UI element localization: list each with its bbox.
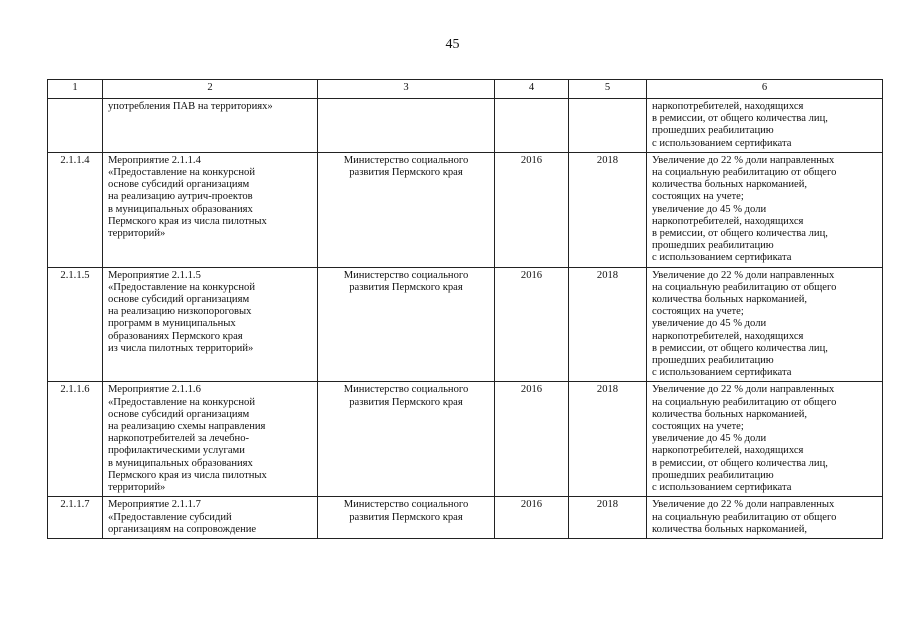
result-line: в ремиссии, от общего количества лиц, <box>652 457 828 469</box>
result-line: наркопотребителей, находящихся <box>652 215 804 227</box>
start-year-cell: 2016 <box>495 267 569 382</box>
column-header: 1 <box>48 80 103 99</box>
measure-line: территорий» <box>108 482 166 494</box>
responsible-line: Министерство социального <box>343 499 469 511</box>
number-cell: 2.1.1.7 <box>48 497 103 539</box>
measure-line: наркопотребителей за лечебно- <box>108 433 250 445</box>
responsible-line: развития Пермского края <box>349 511 463 523</box>
number-cell: 2.1.1.6 <box>48 382 103 497</box>
result-line: наркопотребителей, находящихся <box>652 101 804 112</box>
measure-line: «Предоставление на конкурсной <box>108 281 255 293</box>
result-line: с использованием сертификата <box>652 482 792 494</box>
end-year-cell: 2018 <box>569 152 647 267</box>
result-line: прошедших реабилитацию <box>652 240 774 252</box>
measure-line: на реализацию аутрич-проектов <box>108 191 253 203</box>
table-row <box>48 382 883 497</box>
column-header: 2 <box>103 80 318 99</box>
result-line: количества больных наркоманией, <box>652 179 808 191</box>
measure-line: основе субсидий организациям <box>108 294 250 306</box>
start-year-cell <box>495 99 569 153</box>
measure-cell <box>103 267 318 382</box>
column-header: 3 <box>318 80 495 99</box>
responsible-line: Министерство социального <box>343 154 469 166</box>
result-line: в ремиссии, от общего количества лиц, <box>652 113 828 125</box>
column-header: 5 <box>569 80 647 99</box>
result-line: состоящих на учете; <box>652 421 744 433</box>
result-line: наркопотребителей, находящихся <box>652 445 804 457</box>
measure-line: на реализацию схемы направления <box>108 421 266 433</box>
result-line: количества больных наркоманией, <box>652 523 808 535</box>
start-year-cell: 2016 <box>495 497 569 539</box>
table-row <box>48 152 883 267</box>
responsible-line: развития Пермского края <box>349 167 463 179</box>
table-row <box>48 497 883 539</box>
result-line: в ремиссии, от общего количества лиц, <box>652 342 828 354</box>
responsible-line: развития Пермского края <box>349 281 463 293</box>
result-line: прошедших реабилитацию <box>652 355 774 367</box>
end-year-cell: 2018 <box>569 497 647 539</box>
measure-line: Мероприятие 2.1.1.4 <box>108 154 201 166</box>
measure-cell <box>103 497 318 539</box>
result-line: на социальную реабилитацию от общего <box>652 281 837 293</box>
result-line: на социальную реабилитацию от общего <box>652 396 837 408</box>
measure-line: профилактическими услугами <box>108 445 245 457</box>
result-line: количества больных наркоманией, <box>652 408 808 420</box>
page-number: 45 <box>445 37 460 52</box>
result-line: в ремиссии, от общего количества лиц, <box>652 228 828 240</box>
end-year-cell <box>569 99 647 153</box>
responsible-cell <box>318 382 495 497</box>
responsible-cell <box>318 267 495 382</box>
header-row <box>48 80 883 99</box>
measure-cell <box>103 382 318 497</box>
result-cell <box>647 497 883 539</box>
responsible-line: развития Пермского края <box>349 396 463 408</box>
number-cell: 2.1.1.5 <box>48 267 103 382</box>
measure-line: образованиях Пермского края <box>108 330 243 342</box>
result-line: состоящих на учете; <box>652 191 744 203</box>
result-line: прошедших реабилитацию <box>652 125 774 137</box>
result-line: наркопотребителей, находящихся <box>652 330 804 342</box>
result-line: Увеличение до 22 % доли направленных <box>652 384 835 396</box>
result-cell <box>647 267 883 382</box>
end-year-cell: 2018 <box>569 382 647 497</box>
measure-line: организациям на сопровождение <box>108 523 257 535</box>
responsible-cell <box>318 152 495 267</box>
measures-table <box>47 79 883 539</box>
result-line: Увеличение до 22 % доли направленных <box>652 499 835 511</box>
measure-line: программ в муниципальных <box>108 318 236 330</box>
result-line: Увеличение до 22 % доли направленных <box>652 269 835 281</box>
measure-line: в муниципальных образованиях <box>108 203 253 215</box>
measure-line: Мероприятие 2.1.1.6 <box>108 384 201 396</box>
result-cell <box>647 152 883 267</box>
measure-line: Пермского края из числа пилотных <box>108 469 267 481</box>
responsible-line: Министерство социального <box>343 384 469 396</box>
result-cell <box>647 99 883 153</box>
measure-line: употребления ПАВ на территориях» <box>108 101 273 112</box>
end-year-cell: 2018 <box>569 267 647 382</box>
measure-line: основе субсидий организациям <box>108 179 250 191</box>
table-row <box>48 267 883 382</box>
measure-line: на реализацию низкопороговых <box>108 306 252 318</box>
responsible-cell <box>318 497 495 539</box>
continuation-row <box>48 99 883 153</box>
measure-cell <box>103 99 318 153</box>
responsible-cell <box>318 99 495 153</box>
result-line: количества больных наркоманией, <box>652 294 808 306</box>
measure-line: Мероприятие 2.1.1.5 <box>108 269 201 281</box>
responsible-line: Министерство социального <box>343 269 469 281</box>
start-year-cell: 2016 <box>495 382 569 497</box>
result-line: увеличение до 45 % доли <box>652 203 767 215</box>
result-line: Увеличение до 22 % доли направленных <box>652 154 835 166</box>
number-cell <box>48 99 103 153</box>
result-cell <box>647 382 883 497</box>
measure-line: «Предоставление субсидий <box>108 511 232 523</box>
result-line: увеличение до 45 % доли <box>652 318 767 330</box>
column-header: 4 <box>495 80 569 99</box>
result-line: на социальную реабилитацию от общего <box>652 167 837 179</box>
result-line: на социальную реабилитацию от общего <box>652 511 837 523</box>
measure-line: Мероприятие 2.1.1.7 <box>108 499 201 511</box>
result-line: с использованием сертификата <box>652 367 792 379</box>
measure-line: территорий» <box>108 228 166 240</box>
measure-line: Пермского края из числа пилотных <box>108 215 267 227</box>
measure-cell <box>103 152 318 267</box>
result-line: увеличение до 45 % доли <box>652 433 767 445</box>
result-line: с использованием сертификата <box>652 252 792 264</box>
measure-line: основе субсидий организациям <box>108 408 250 420</box>
result-line: состоящих на учете; <box>652 306 744 318</box>
measure-line: в муниципальных образованиях <box>108 457 253 469</box>
number-cell: 2.1.1.4 <box>48 152 103 267</box>
measure-line: из числа пилотных территорий» <box>108 342 254 354</box>
measure-line: «Предоставление на конкурсной <box>108 396 255 408</box>
measure-line: «Предоставление на конкурсной <box>108 167 255 179</box>
column-header: 6 <box>647 80 883 99</box>
result-line: прошедших реабилитацию <box>652 469 774 481</box>
start-year-cell: 2016 <box>495 152 569 267</box>
result-line: с использованием сертификата <box>652 137 792 149</box>
